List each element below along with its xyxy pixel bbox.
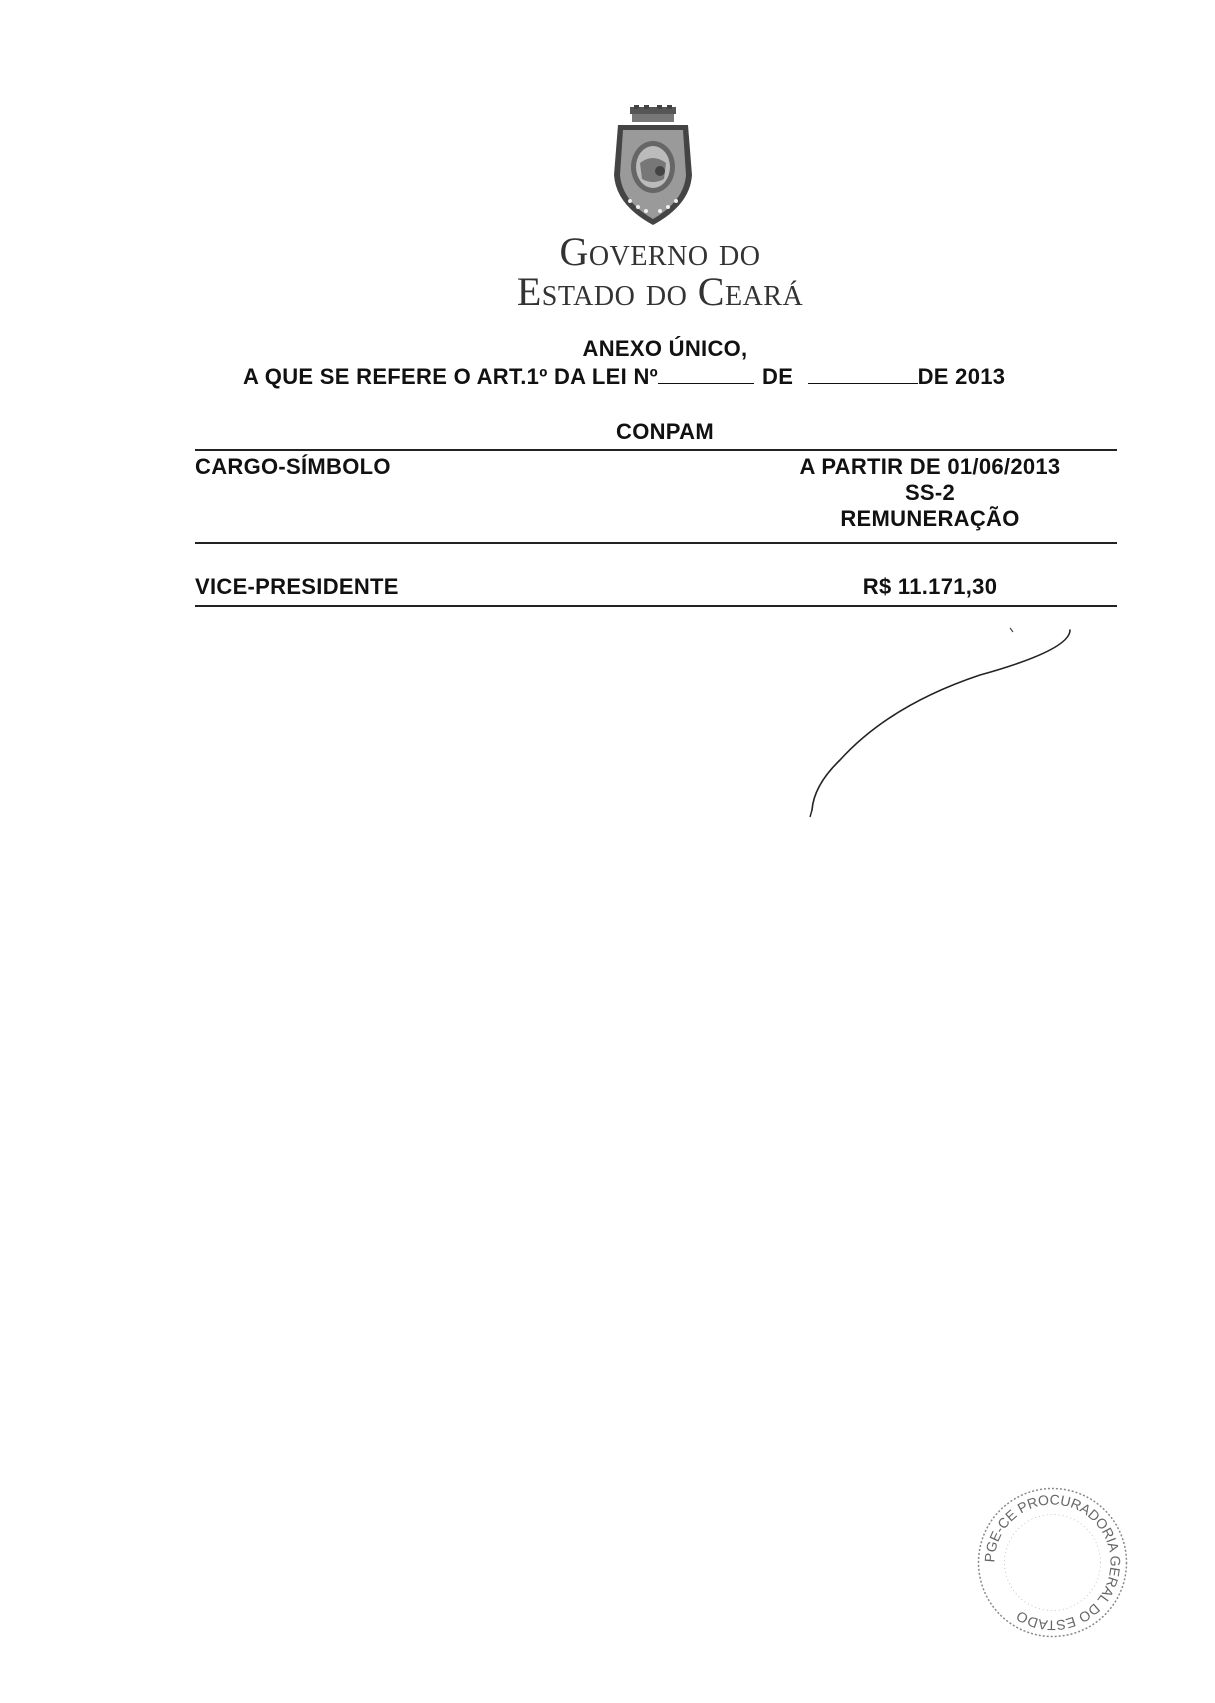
annex-title: ANEXO ÚNICO, xyxy=(582,336,748,361)
official-stamp xyxy=(975,1485,1130,1640)
annex-ref-de: DE xyxy=(762,364,794,389)
government-title-line1: Governo do xyxy=(559,229,761,274)
law-number-blank xyxy=(658,365,754,384)
column-header-symbol: SS-2 xyxy=(904,480,956,505)
column-header-date: A PARTIR DE 01/06/2013 xyxy=(799,454,1061,479)
coat-of-arms-emblem xyxy=(608,105,698,230)
annex-ref-prefix: A QUE SE REFERE O ART.1º DA LEI Nº xyxy=(243,364,658,389)
table-header-rule xyxy=(195,542,1117,544)
annex-reference-line xyxy=(243,364,1005,390)
organization-name: CONPAM xyxy=(616,419,714,444)
handwritten-signature xyxy=(800,625,1090,825)
table-top-rule xyxy=(195,449,1117,451)
column-header-remuneracao xyxy=(780,454,1080,532)
table-cell-remuneracao: R$ 11.171,30 xyxy=(862,574,998,599)
date-blank xyxy=(808,365,918,384)
government-title-line2: Estado do Ceará xyxy=(516,269,804,314)
table-bottom-rule xyxy=(195,605,1117,607)
table-cell-cargo: VICE-PRESIDENTE xyxy=(195,574,399,599)
annex-ref-suffix: DE 2013 xyxy=(917,364,1006,389)
column-header-remuneration: REMUNERAÇÃO xyxy=(840,506,1020,531)
column-header-cargo: CARGO-SÍMBOLO xyxy=(195,454,391,479)
stamp-text: PGE-CE PROCURADORIA GERAL DO ESTADO xyxy=(981,1491,1124,1634)
